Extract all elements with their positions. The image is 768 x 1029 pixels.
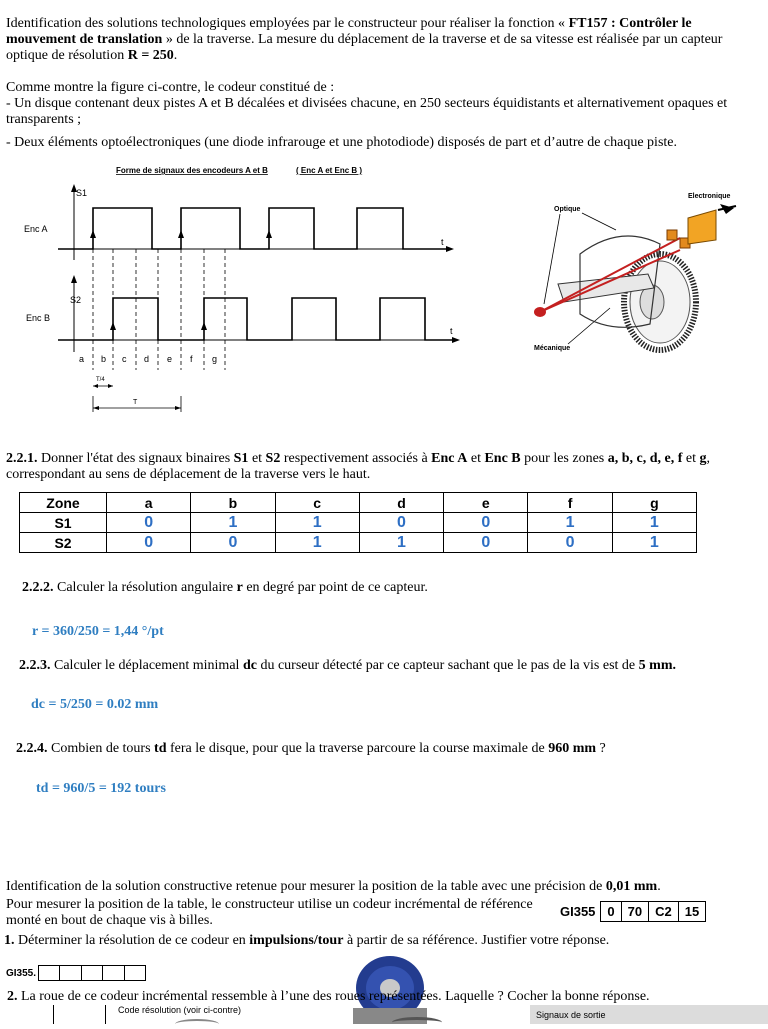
- table-row-s2: [20, 533, 697, 553]
- question-number: 2.2.2.: [22, 580, 54, 595]
- intro-paragraph-1: Identification des solutions technologiques employées par le constructeur pour réaliser la fonction « FT157 : Contrôler le mouvement de translation » de la traverse. La mesure du déplacement de la traverse et de sa vitesse est réalisée par un capteur optique de résolution R = 250.: [6, 16, 723, 63]
- zone-c-label: c: [122, 354, 127, 364]
- table-cell: 1: [528, 513, 612, 533]
- encoder-timing-diagram: [18, 160, 470, 418]
- table-header-cell: d: [359, 493, 443, 513]
- part2-line-2: Pour mesurer la position de la table, le constructeur utilise un codeur incrémental de référence: [6, 897, 533, 912]
- reference-cell: 70: [621, 901, 649, 922]
- table-cell: 0: [107, 513, 191, 533]
- table-row-s1: [20, 513, 697, 533]
- table-cell: 1: [612, 533, 696, 553]
- zone-b-label: b: [101, 354, 107, 364]
- zone-g-label: g: [212, 354, 218, 364]
- intro-paragraph-3: [6, 135, 746, 151]
- code-box: [103, 966, 124, 980]
- intro-line: - Un disque contenant deux pistes A et B décalées et divisées chacune, en 250 secteurs équidistants et alternativement opaques et transparents ;: [6, 96, 728, 127]
- encoder-illustration: [520, 184, 764, 356]
- s1-label: S1: [76, 188, 88, 198]
- resolution-value: R = 250: [127, 48, 174, 63]
- part2-question-2: 2. La roue de ce codeur incrémental ressemble à l’une des roues représentées. Laquelle ? Cocher la bonne réponse.: [7, 989, 650, 1004]
- diagram-title: Forme de signaux des encodeurs A et B: [116, 166, 268, 175]
- table-cell: 1: [612, 513, 696, 533]
- s2-label: S2: [70, 295, 82, 305]
- reference-label: GI355: [560, 904, 596, 919]
- enc-b-label: Enc B: [26, 313, 51, 323]
- question-2-2-4: 2.2.4. Combien de tours td fera le disque, pour que la traverse parcoure la course maximale de 960 mm ?: [16, 741, 606, 756]
- t-quarter-label: T/4: [96, 377, 105, 383]
- function-name: FT157 : Contrôler le mouvement de translation: [6, 16, 692, 47]
- intro-line: Comme montre la figure ci-contre, le codeur constitué de :: [6, 80, 335, 95]
- intro-line: - Deux éléments optoélectroniques (une diode infrarouge et une photodiode) disposés de part et d’autre de chaque piste.: [6, 135, 677, 150]
- code-box: [125, 966, 145, 980]
- table-header-cell: c: [275, 493, 359, 513]
- reference-cell: 0: [600, 901, 621, 922]
- table-cell: 1: [191, 513, 275, 533]
- mecanique-label: Mécanique: [534, 345, 571, 352]
- row-label: S2: [20, 533, 107, 553]
- code-box: [39, 966, 60, 980]
- answer-2-2-2: r = 360/250 = 1,44 °/pt: [32, 624, 164, 639]
- t-label-1: t: [441, 237, 444, 247]
- part2-line-1: Identification de la solution constructive retenue pour mesurer la position de la table avec une précision de 0,01 mm.: [6, 879, 661, 894]
- zone-a-label: a: [79, 354, 85, 364]
- reference-cell: 15: [678, 901, 706, 922]
- table-header-row: [20, 493, 697, 513]
- table-header-cell: Zone: [20, 493, 107, 513]
- electronique-label: Electronique: [688, 193, 731, 200]
- table-cell: 1: [275, 513, 359, 533]
- question-2-2-3: 2.2.3. Calculer le déplacement minimal dc du curseur détecté par ce capteur sachant que le pas de la vis est de 5 mm.: [19, 658, 676, 673]
- table-header-cell: f: [528, 493, 612, 513]
- question-number: 2.2.1.: [6, 451, 38, 466]
- table-cell: 0: [444, 533, 528, 553]
- intro-text: Identification des solutions technologiques employées par le constructeur pour réaliser la fonction «: [6, 16, 569, 31]
- optique-label: Optique: [554, 206, 581, 213]
- table-header-cell: e: [444, 493, 528, 513]
- gi355-code-boxes: [38, 965, 146, 981]
- table-cell: 1: [359, 533, 443, 553]
- wheel-top: [175, 1019, 219, 1029]
- intro-text: » de la traverse. La mesure du déplacement de la traverse et de sa vitesse est réalisée par un capteur optique de résolution: [6, 32, 723, 63]
- signaux-header: [530, 1005, 768, 1024]
- code-box: [60, 966, 81, 980]
- table-header-cell: g: [612, 493, 696, 513]
- signal-state-table: [19, 492, 697, 553]
- enc-a-label: Enc A: [24, 224, 48, 234]
- table-cell: 0: [359, 513, 443, 533]
- period-label: T: [133, 399, 138, 406]
- table-cell: 0: [528, 533, 612, 553]
- reference-cell: C2: [648, 901, 679, 922]
- table-cell: 0: [107, 533, 191, 553]
- encoder-reference-box: [555, 901, 706, 921]
- intro-paragraph-2: [6, 80, 746, 128]
- gi355-label: GI355.: [6, 968, 37, 979]
- t-label-2: t: [450, 326, 453, 336]
- part2-question-1: 1. Déterminer la résolution de ce codeur en impulsions/tour à partir de sa référence. Justifier votre réponse.: [4, 933, 610, 948]
- zone-d-label: d: [144, 354, 150, 364]
- encoder-photo: [345, 948, 435, 1024]
- answer-2-2-4: td = 960/5 = 192 tours: [36, 781, 166, 796]
- code-box: [82, 966, 103, 980]
- table-cell: 1: [275, 533, 359, 553]
- part2-line-3: monté en bout de chaque vis à billes.: [6, 913, 213, 928]
- table-header-cell: b: [191, 493, 275, 513]
- question-number: 2.2.4.: [16, 741, 48, 756]
- diagram-title-paren: ( Enc A et Enc B ): [296, 166, 363, 175]
- wheel-top: [392, 1017, 442, 1028]
- table-cell: 0: [191, 533, 275, 553]
- table-cell: 0: [444, 513, 528, 533]
- zone-f-label: f: [190, 354, 193, 364]
- code-resolution-label: Code résolution (voir ci-contre): [118, 1005, 242, 1015]
- question-number: 1.: [4, 933, 15, 948]
- question-number: 2.: [7, 989, 18, 1004]
- question-number: 2.2.3.: [19, 658, 51, 673]
- table-header-cell: a: [107, 493, 191, 513]
- zone-e-label: e: [167, 354, 173, 364]
- question-2-2-2: 2.2.2. Calculer la résolution angulaire r en degré par point de ce capteur.: [22, 580, 428, 595]
- row-label: S1: [20, 513, 107, 533]
- signaux-label: Signaux de sortie: [536, 1010, 606, 1020]
- question-2-2-1: 2.2.1. Donner l'état des signaux binaires S1 et S2 respectivement associés à Enc A et Enc B pour les zones a, b, c, d, e, f et g, correspondant au sens de déplacement de la traverse vers le haut.: [6, 451, 711, 482]
- answer-2-2-3: dc = 5/250 = 0.02 mm: [31, 697, 159, 712]
